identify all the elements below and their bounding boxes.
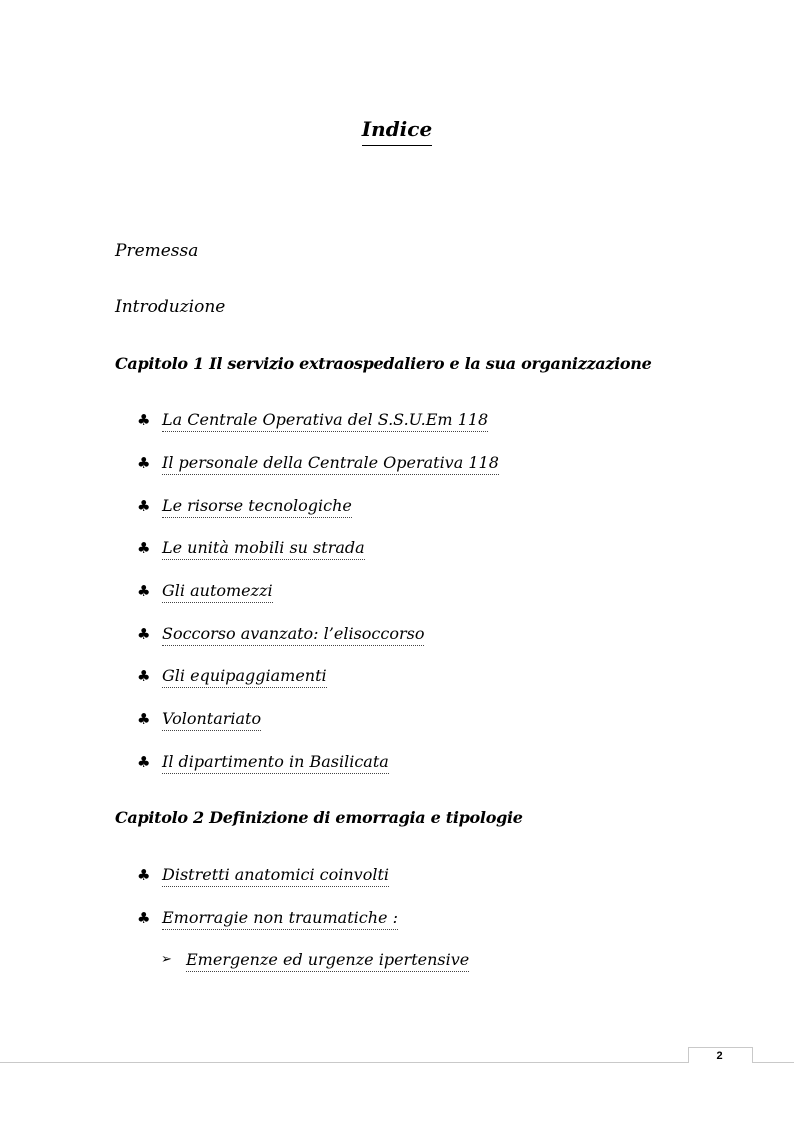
toc-item-label: Le unità mobili su strada (162, 538, 365, 560)
toc-item-label: Volontariato (162, 709, 261, 731)
club-bullet-icon: ♣ (137, 497, 151, 515)
club-bullet-icon: ♣ (137, 866, 151, 884)
toc-item[interactable] (137, 410, 488, 434)
club-bullet-icon: ♣ (137, 411, 151, 429)
toc-item[interactable] (137, 496, 352, 520)
toc-item-label: Gli equipaggiamenti (162, 666, 327, 688)
club-bullet-icon: ♣ (137, 909, 151, 927)
club-bullet-icon: ♣ (137, 667, 151, 685)
toc-item-label: La Centrale Operativa del S.S.U.Em 118 (162, 410, 488, 432)
toc-item[interactable] (137, 538, 365, 562)
toc-item[interactable] (137, 752, 389, 776)
toc-item[interactable] (137, 666, 327, 690)
toc-item-label: Il personale della Centrale Operativa 118 (162, 453, 499, 475)
chapter-2-heading[interactable]: Capitolo 2 Definizione di emorragia e tipologie (115, 808, 523, 827)
club-bullet-icon: ♣ (137, 539, 151, 557)
toc-item-label: Le risorse tecnologiche (162, 496, 352, 518)
toc-item[interactable] (137, 581, 273, 605)
toc-item[interactable] (137, 624, 424, 648)
club-bullet-icon: ♣ (137, 753, 151, 771)
page-number: 2 (716, 1050, 723, 1062)
club-bullet-icon: ♣ (137, 454, 151, 472)
toc-entry-premessa[interactable]: Premessa (115, 241, 199, 261)
toc-entry-introduzione[interactable]: Introduzione (115, 297, 226, 317)
club-bullet-icon: ♣ (137, 710, 151, 728)
arrow-bullet-icon: ➢ (161, 952, 172, 967)
toc-item[interactable] (137, 709, 261, 733)
club-bullet-icon: ♣ (137, 582, 151, 600)
toc-subitem[interactable] (161, 950, 469, 974)
toc-item-label: Gli automezzi (162, 581, 273, 603)
footer-divider (0, 1062, 794, 1063)
chapter-1-heading[interactable]: Capitolo 1 Il servizio extraospedaliero e la sua organizzazione (115, 354, 652, 373)
toc-item-label: Soccorso avanzato: l’elisoccorso (162, 624, 424, 646)
club-bullet-icon: ♣ (137, 625, 151, 643)
toc-item[interactable] (137, 908, 398, 932)
toc-item-label: Emorragie non traumatiche : (162, 908, 398, 930)
toc-item-label: Distretti anatomici coinvolti (162, 865, 389, 887)
toc-item-label: Il dipartimento in Basilicata (162, 752, 389, 774)
toc-item[interactable] (137, 865, 389, 889)
page-title: Indice (0, 117, 794, 141)
toc-subitem-label: Emergenze ed urgenze ipertensive (186, 950, 469, 972)
toc-item[interactable] (137, 453, 499, 477)
